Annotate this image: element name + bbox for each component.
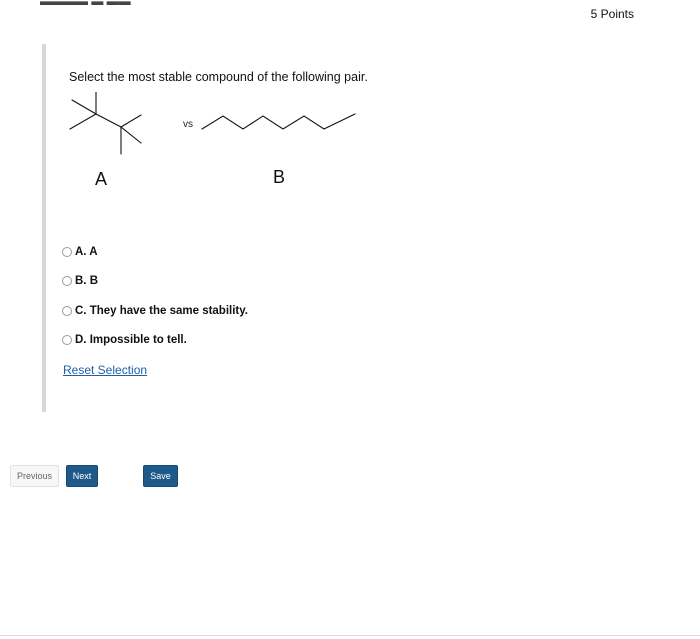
- option-a[interactable]: [62, 246, 98, 258]
- points-label: 5 Points: [590, 7, 634, 21]
- option-d[interactable]: [62, 334, 187, 346]
- question-block: [42, 44, 642, 412]
- question-left-rule: [42, 44, 46, 412]
- option-label: A. A: [75, 246, 98, 258]
- option-label: B. B: [75, 275, 98, 287]
- radio-button-icon[interactable]: [62, 335, 72, 345]
- option-b[interactable]: [62, 275, 98, 287]
- question-prompt: Select the most stable compound of the following pair.: [69, 70, 368, 84]
- option-c[interactable]: [62, 305, 248, 317]
- radio-button-icon[interactable]: [62, 247, 72, 257]
- structure-drawing: [65, 92, 365, 242]
- save-button[interactable]: Save: [143, 465, 178, 487]
- next-button[interactable]: Next: [66, 465, 98, 487]
- compound-a-label: A: [95, 169, 108, 189]
- option-label: D. Impossible to tell.: [75, 334, 187, 346]
- compound-b-label: B: [273, 167, 286, 187]
- bottom-divider: [0, 635, 700, 636]
- compound-b-skeleton: [202, 114, 355, 129]
- structure-figure: [65, 92, 365, 242]
- previous-button[interactable]: Previous: [10, 465, 59, 487]
- reset-selection-link[interactable]: Reset Selection: [63, 363, 148, 377]
- question-counter-cut: ▬▬▬▬ ▬ ▬▬: [40, 0, 131, 8]
- radio-button-icon[interactable]: [62, 306, 72, 316]
- vs-label: vs: [183, 119, 193, 130]
- compound-a-skeleton: [70, 92, 141, 154]
- radio-button-icon[interactable]: [62, 276, 72, 286]
- option-label: C. They have the same stability.: [75, 305, 248, 317]
